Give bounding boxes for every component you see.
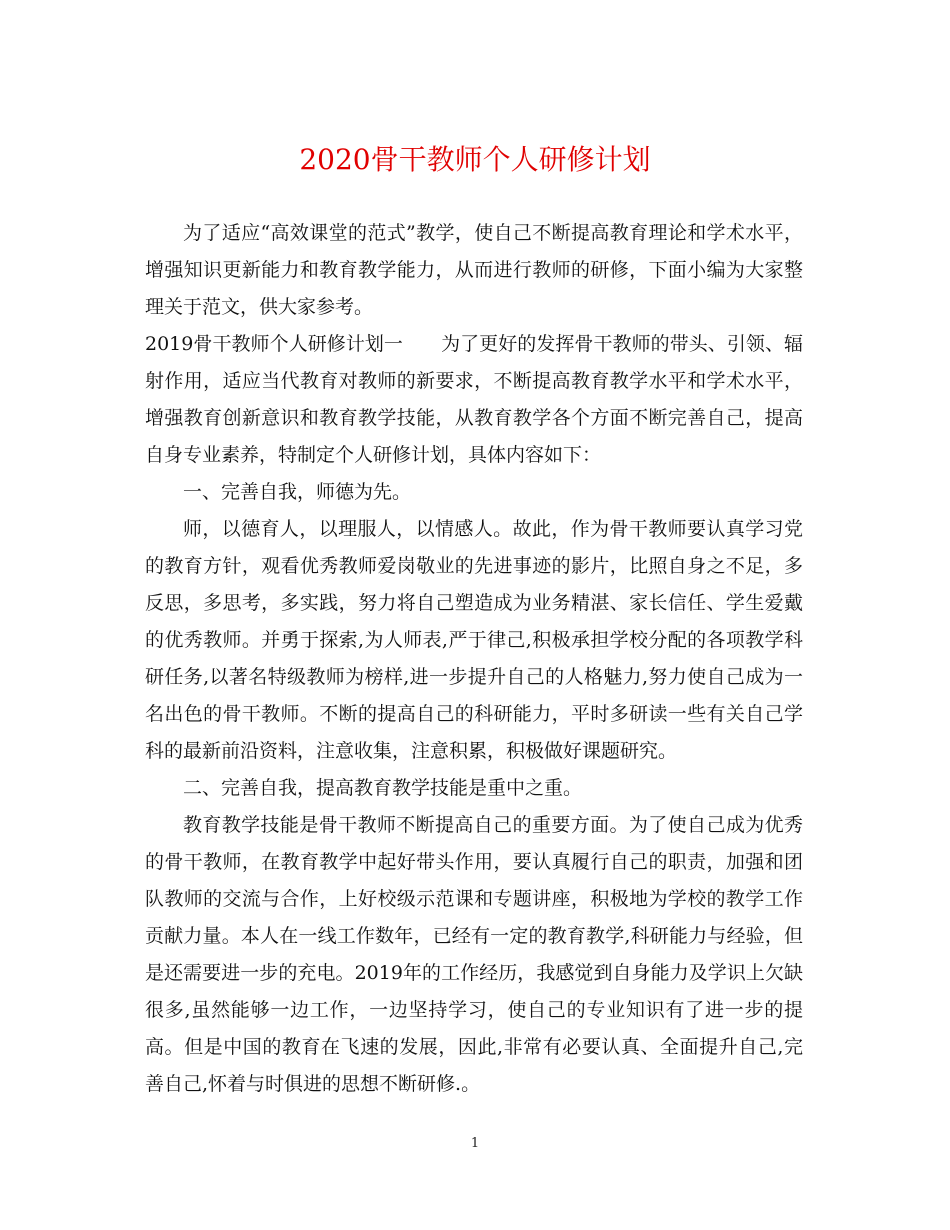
section-heading-1: 一、完善自我，师德为先。 bbox=[183, 481, 412, 503]
page-number: 1 bbox=[470, 1136, 480, 1151]
plan-intro-paragraph: 2019骨干教师个人研修计划一 为了更好的发挥骨干教师的带头、引领、辐射作用，适应当代教育对教师的新要求，不断提高教育教学水平和学术水平，增强教育创新意识和教育教学技能，从教育教学各个方面不断完善自己，提高自身专业素养，特制定个人研修计划，具体内容如下： bbox=[145, 333, 803, 466]
document-title: 2020骨干教师个人研修计划 bbox=[299, 143, 651, 176]
section-heading-2: 二、完善自我，提高教育教学技能是重中之重。 bbox=[183, 777, 583, 799]
intro-paragraph: 为了适应“高效课堂的范式”教学，使自己不断提高教育理论和学术水平，增强知识更新能力和教育教学能力，从而进行教师的研修，下面小编为大家整理关于范文，供大家参考。 bbox=[145, 222, 803, 318]
section-body-1: 师，以德育人，以理服人，以情感人。故此，作为骨干教师要认真学习党的教育方针，观看优秀教师爱岗敬业的先进事迹的影片，比照自身之不足，多反思，多思考，多实践，努力将自己塑造成为业务精湛、家长信任、学生爱戴的优秀教师。并勇于探索,为人师表,严于律己,积极承担学校分配的各项教学科研任务,以著名特级教师为榜样,进一步提升自己的人格魅力,努力使自己成为一名出色的骨干教师。不断的提高自己的科研能力，平时多研读一些有关自己学科的最新前沿资料，注意收集，注意积累，积极做好课题研究。 bbox=[145, 518, 803, 762]
document-body bbox=[145, 215, 803, 1103]
section-body-2: 教育教学技能是骨干教师不断提高自己的重要方面。为了使自己成为优秀的骨干教师，在教育教学中起好带头作用，要认真履行自己的职责，加强和团队教师的交流与合作，上好校级示范课和专题讲座，积极地为学校的教学工作贡献力量。本人在一线工作数年，已经有一定的教育教学,科研能力与经验，但是还需要进一步的充电。2019年的工作经历，我感觉到自身能力及学识上欠缺很多,虽然能够一边工作，一边坚持学习，使自己的专业知识有了进一步的提高。但是中国的教育在飞速的发展，因此,非常有必要认真、全面提升自己,完善自己,怀着与时俱进的思想不断研修.。 bbox=[145, 814, 803, 1095]
